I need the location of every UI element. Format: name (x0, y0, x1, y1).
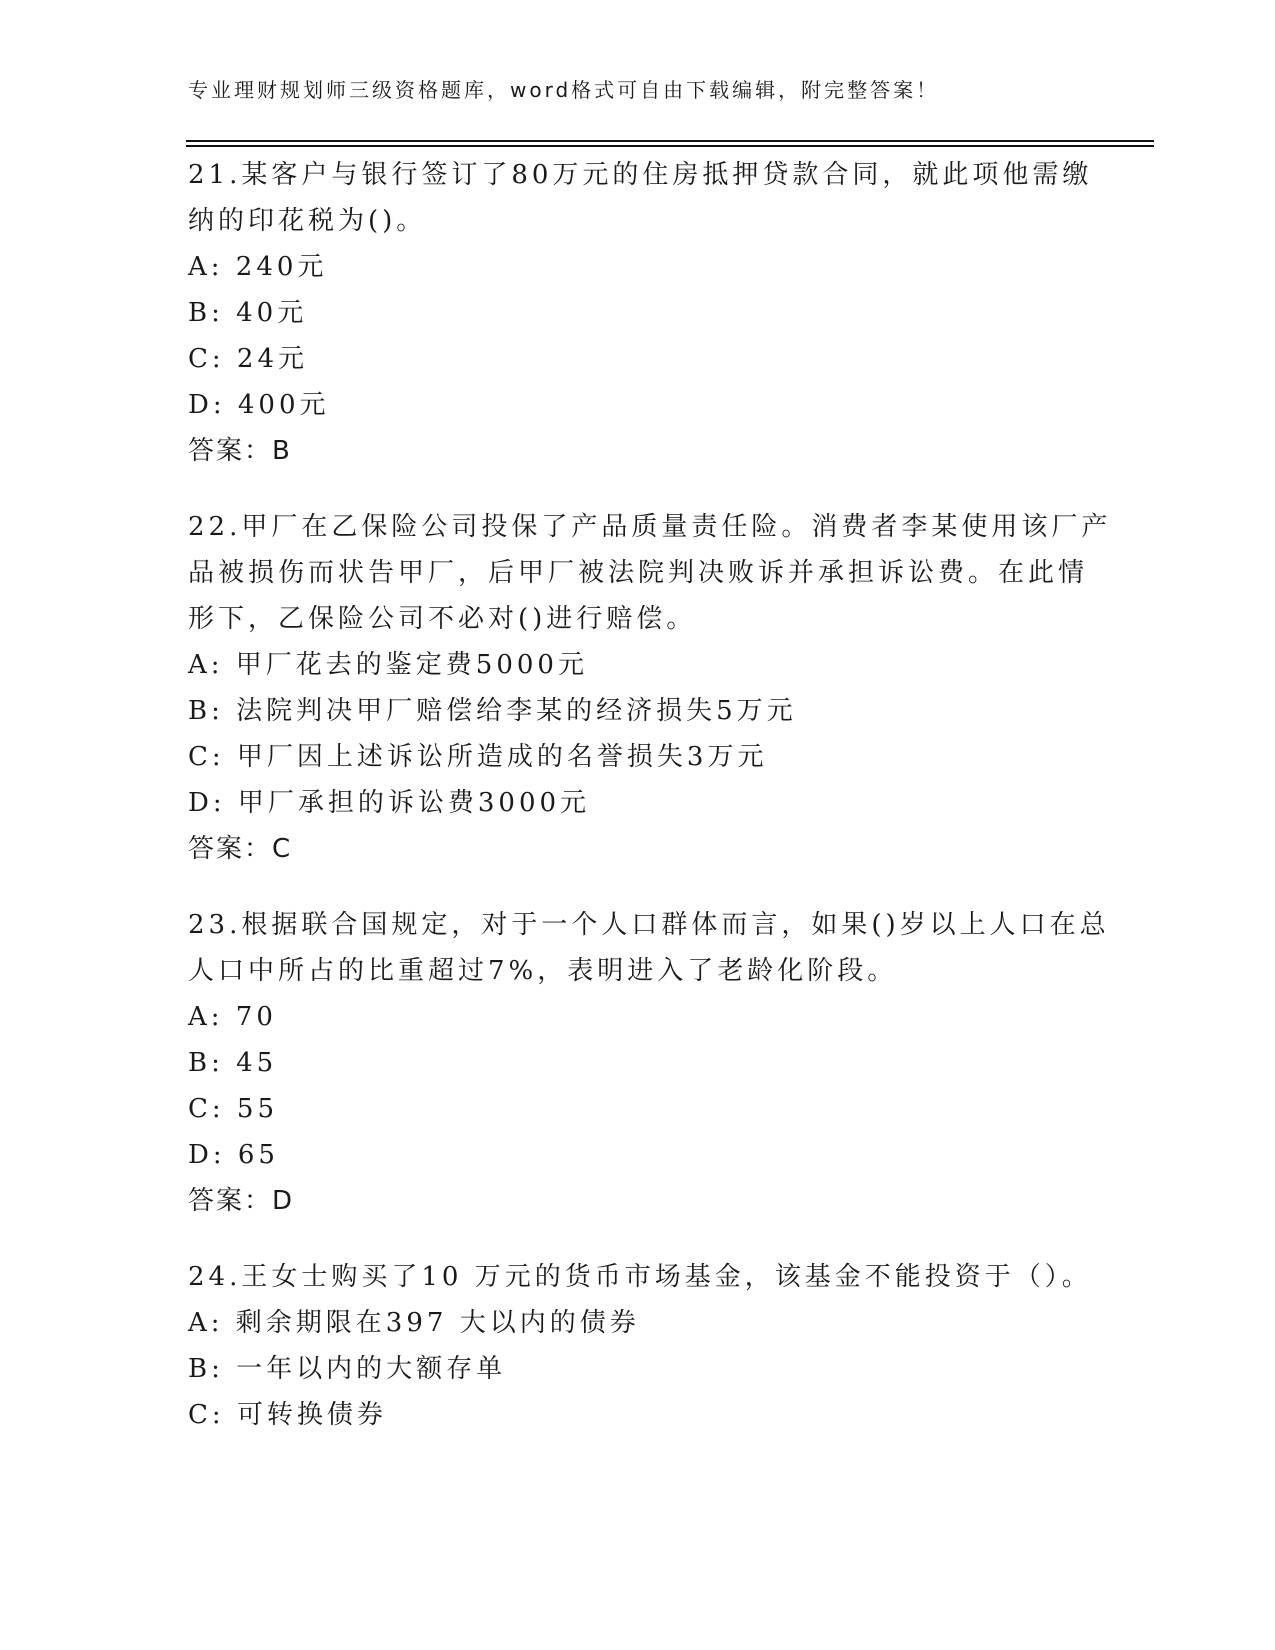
question-block (188, 152, 1093, 474)
question-stem-line: 纳的印花税为()。 (188, 206, 427, 236)
answer-option: C: 可转换债券 (188, 1400, 387, 1430)
answer-option: B: 45 (188, 1048, 278, 1078)
question-stem-line: 22.甲厂在乙保险公司投保了产品质量责任险。消费者李某使用该厂产 (188, 512, 1112, 542)
answer-option: A: 240元 (188, 252, 328, 282)
answer-option: A: 剩余期限在397 大以内的债券 (188, 1308, 640, 1338)
question-block (188, 1254, 1092, 1438)
question-block (188, 902, 1110, 1224)
question-stem-line: 21.某客户与银行签订了80万元的住房抵押贷款合同，就此项他需缴 (188, 160, 1093, 190)
page-header: 专业理财规划师三级资格题库，word格式可自由下载编辑，附完整答案！ (188, 78, 940, 102)
question-stem-line: 23.根据联合国规定，对于一个人口群体而言，如果()岁以上人口在总 (188, 910, 1110, 940)
answer-option: B: 法院判决甲厂赔偿给李某的经济损失5万元 (188, 696, 797, 726)
answer-option: D: 65 (188, 1140, 279, 1170)
question-stem-line: 形下，乙保险公司不必对()进行赔偿。 (188, 604, 697, 634)
header-divider-secondary (186, 145, 1154, 147)
question-list (188, 152, 1112, 1468)
answer-option: B: 40元 (188, 298, 308, 328)
answer-option: A: 甲厂花去的鉴定费5000元 (188, 650, 588, 680)
question-block (188, 504, 1112, 872)
answer-option: D: 400元 (188, 390, 330, 420)
answer-option: C: 24元 (188, 344, 309, 374)
answer-key: 答案：B (188, 436, 292, 466)
question-stem-line: 人口中所占的比重超过7%，表明进入了老龄化阶段。 (188, 956, 898, 986)
question-stem-line: 品被损伤而状告甲厂，后甲厂被法院判决败诉并承担诉讼费。在此情 (188, 558, 1089, 588)
answer-key: 答案：D (188, 1186, 295, 1216)
answer-option: B: 一年以内的大额存单 (188, 1354, 507, 1384)
answer-option: D: 甲厂承担的诉讼费3000元 (188, 788, 591, 818)
question-stem-line: 24.王女士购买了10 万元的货币市场基金，该基金不能投资于（）。 (188, 1262, 1092, 1292)
answer-option: C: 甲厂因上述诉讼所造成的名誉损失3万元 (188, 742, 768, 772)
answer-key: 答案：C (188, 834, 293, 864)
header-divider (186, 140, 1154, 142)
answer-option: C: 55 (188, 1094, 279, 1124)
answer-option: A: 70 (188, 1002, 277, 1032)
